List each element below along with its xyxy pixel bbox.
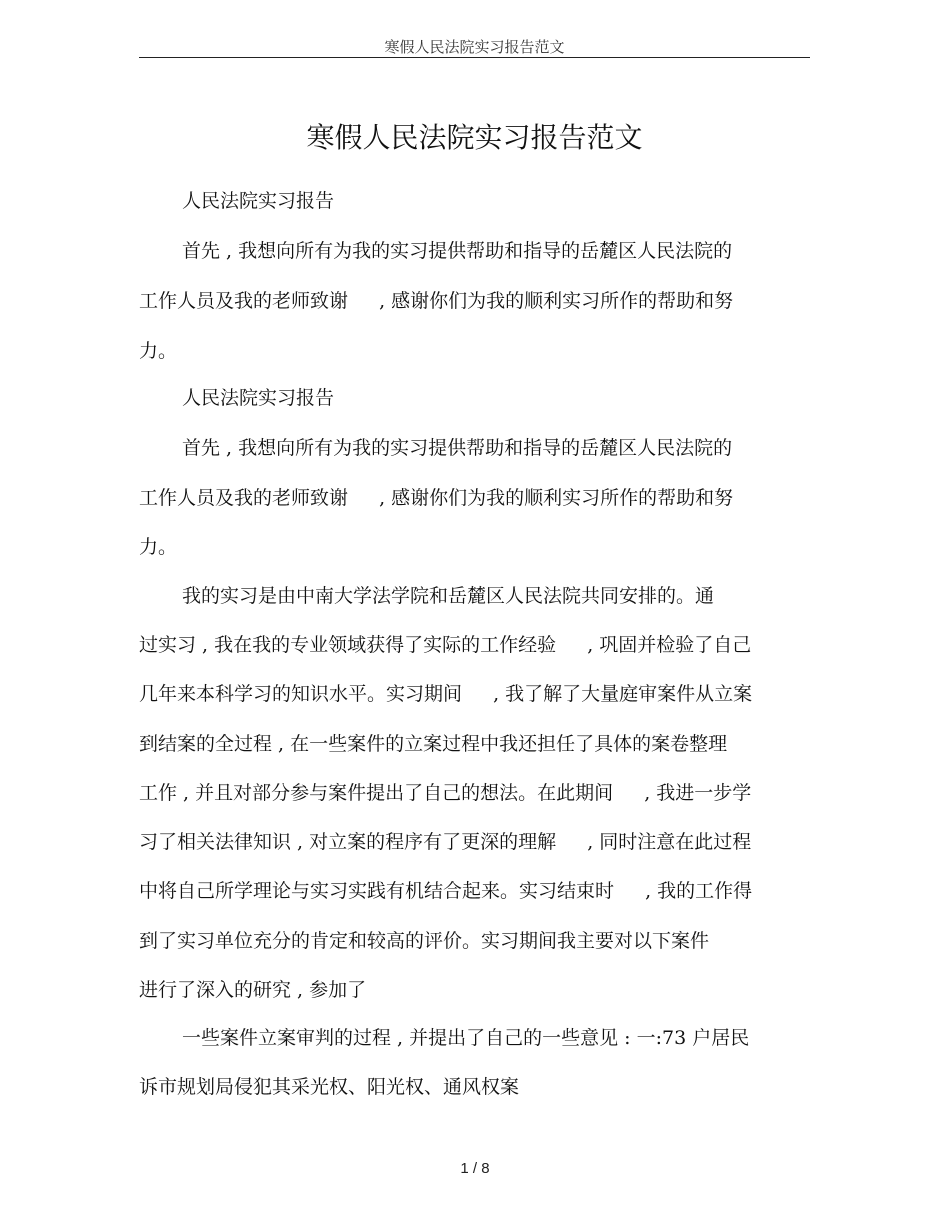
- document-title: 寒假人民法院实习报告范文: [306, 121, 643, 154]
- body-line-10: 过实习 , 我在我的专业领域获得了实际的工作经验 , 巩固并检验了自己: [139, 634, 752, 656]
- body-line-3: 工作人员及我的老师致谢 , 感谢你们为我的顺利实习所作的帮助和努: [139, 290, 734, 312]
- body-line-18: 一些案件立案审判的过程 , 并提出了自己的一些意见 : 一:73 户居民: [182, 1027, 750, 1049]
- body-line-4: 力。: [139, 340, 178, 362]
- body-line-7: 工作人员及我的老师致谢 , 感谢你们为我的顺利实习所作的帮助和努: [139, 487, 734, 509]
- body-line-9: 我的实习是由中南大学法学院和岳麓区人民法院共同安排的。通: [182, 585, 715, 607]
- body-line-5: 人民法院实习报告: [182, 387, 335, 409]
- header-rule: [139, 57, 810, 58]
- body-line-12: 到结案的全过程 , 在一些案件的立案过程中我还担任了具体的案卷整理: [139, 733, 728, 755]
- body-line-1: 人民法院实习报告: [182, 190, 335, 212]
- body-line-16: 到了实习单位充分的肯定和较高的评价。实习期间我主要对以下案件: [139, 930, 710, 952]
- body-line-15: 中将自己所学理论与实习实践有机结合起来。实习结束时 , 我的工作得: [139, 880, 753, 902]
- page-indicator: 1 / 8: [460, 1160, 490, 1177]
- running-header: 寒假人民法院实习报告范文: [384, 38, 565, 56]
- body-line-11: 几年来本科学习的知识水平。实习期间 , 我了解了大量庭审案件从立案: [139, 683, 753, 705]
- body-line-17: 进行了深入的研究 , 参加了: [139, 979, 367, 1001]
- body-line-19: 诉市规划局侵犯其采光权、阳光权、通风权案: [139, 1076, 520, 1098]
- body-line-2: 首先 , 我想向所有为我的实习提供帮助和指导的岳麓区人民法院的: [182, 240, 733, 262]
- body-line-6: 首先 , 我想向所有为我的实习提供帮助和指导的岳麓区人民法院的: [182, 437, 733, 459]
- body-line-14: 习了相关法律知识 , 对立案的程序有了更深的理解 , 同时注意在此过程: [139, 831, 752, 853]
- body-line-13: 工作 , 并且对部分参与案件提出了自己的想法。在此期间 , 我进一步学: [139, 782, 752, 804]
- body-line-8: 力。: [139, 536, 178, 558]
